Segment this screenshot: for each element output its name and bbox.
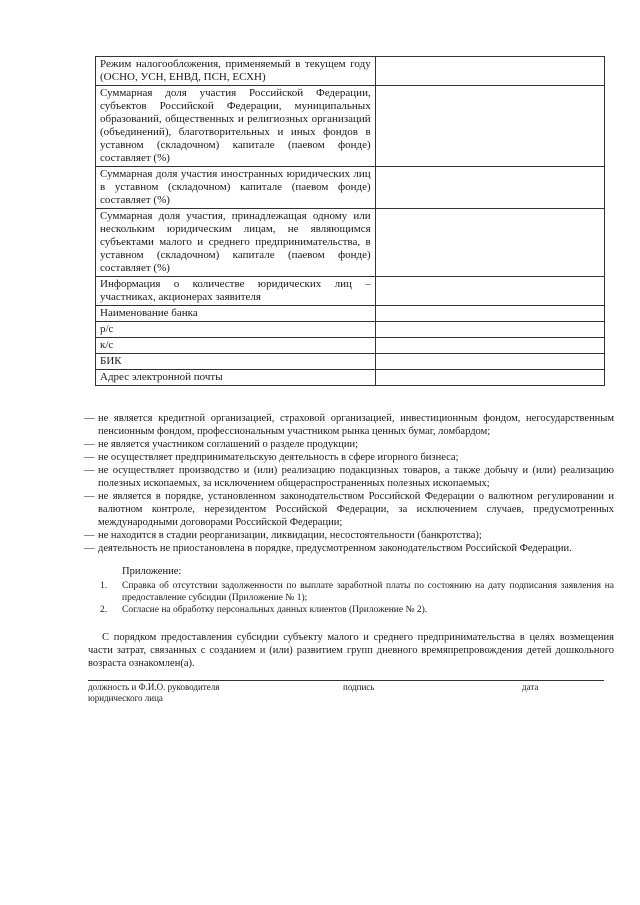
table-row [96, 306, 605, 322]
table-row [96, 86, 605, 167]
field-value[interactable] [375, 338, 604, 354]
appendix-item-text: Справка об отсутствии задолженности по выплате заработной платы по состоянию на дату подписания заявления на предоставление субсидии (Приложение № 1); [122, 581, 614, 603]
field-value[interactable] [375, 167, 604, 209]
condition-item: — не осуществляет предпринимательскую деятельность в сфере игорного бизнеса; [84, 451, 614, 464]
condition-item: — не является участником соглашений о разделе продукции; [84, 438, 614, 451]
table-row [96, 209, 605, 277]
condition-item: — не осуществляет производство и (или) реализацию подакцизных товаров, а также добычу и (или) реализацию полезных ископаемых, за исключением общераспространенных полезных ископаемых; [84, 464, 614, 490]
appendix-item-number: 1. [100, 581, 108, 591]
appendix-item-text: Согласие на обработку персональных данных клиентов (Приложение № 2). [122, 605, 428, 615]
date-label: дата [522, 682, 539, 692]
field-value[interactable] [375, 57, 604, 86]
field-label: Суммарная доля участия Российской Федерации, субъектов Российской Федерации, муниципальных образований, общественных и религиозных организаций (объединений), благотворительных и иных фондов в уставном (складочном) капитале (паевом фонде) составляет (%) [96, 86, 376, 167]
signature-line [88, 680, 604, 681]
field-label: Суммарная доля участия, принадлежащая одному или нескольким юридическим лицам, не являющимся субъектами малого и среднего предпринимательства, в уставном (складочном) капитале (паевом фонде) составляет (%) [96, 209, 376, 277]
field-label: р/с [96, 322, 376, 338]
field-value[interactable] [375, 322, 604, 338]
table-row [96, 354, 605, 370]
field-label: БИК [96, 354, 376, 370]
condition-item: — деятельность не приостановлена в порядке, предусмотренном законодательством Российской Федерации. [84, 542, 614, 555]
conditions-list [84, 412, 614, 555]
table-row [96, 370, 605, 386]
table-row [96, 57, 605, 86]
field-value[interactable] [375, 209, 604, 277]
field-label: Суммарная доля участия иностранных юридических лиц в уставном (складочном) капитале (паевом фонде) составляет (%) [96, 167, 376, 209]
applicant-info-table [95, 56, 605, 386]
field-value[interactable] [375, 370, 604, 386]
appendix-item [100, 580, 614, 604]
acknowledgement-notice: С порядком предоставления субсидии субъекту малого и среднего предпринимательства в целях возмещения части затрат, связанных с созданием и (или) развитием групп дневного времяпрепровождения детей дошкольного возраста ознакомлен(а). [88, 632, 614, 669]
appendix-item [100, 604, 614, 616]
field-label: Режим налогообложения, применяемый в текущем году (ОСНО, УСН, ЕНВД, ПСН, ЕСХН) [96, 57, 376, 86]
table-row [96, 167, 605, 209]
field-label: Адрес электронной почты [96, 370, 376, 386]
field-value[interactable] [375, 86, 604, 167]
field-value[interactable] [375, 354, 604, 370]
condition-item: — не является в порядке, установленном законодательством Российской Федерации о валютном регулировании и валютном контроле, нерезидентом Российской Федерации, за исключением случаев, предусмотренных международными договорами Российской Федерации; [84, 490, 614, 529]
position-name-label: должность и Ф.И.О. руководителя юридического лица [88, 682, 220, 703]
field-label: Информация о количестве юридических лиц – участниках, акционерах заявителя [96, 277, 376, 306]
condition-item: — не находится в стадии реорганизации, ликвидации, несостоятельности (банкротства); [84, 529, 614, 542]
field-label: Наименование банка [96, 306, 376, 322]
appendix-item-number: 2. [100, 605, 108, 615]
field-value[interactable] [375, 306, 604, 322]
table-row [96, 322, 605, 338]
field-label: к/с [96, 338, 376, 354]
condition-item: — не является кредитной организацией, страховой организацией, инвестиционным фондом, негосударственным пенсионным фондом, профессиональным участником рынка ценных бумаг, ломбардом; [84, 412, 614, 438]
field-value[interactable] [375, 277, 604, 306]
table-row [96, 277, 605, 306]
appendix-title: Приложение: [122, 566, 182, 577]
table-row [96, 338, 605, 354]
appendix-section [100, 566, 614, 616]
signature-label: подпись [343, 682, 375, 692]
